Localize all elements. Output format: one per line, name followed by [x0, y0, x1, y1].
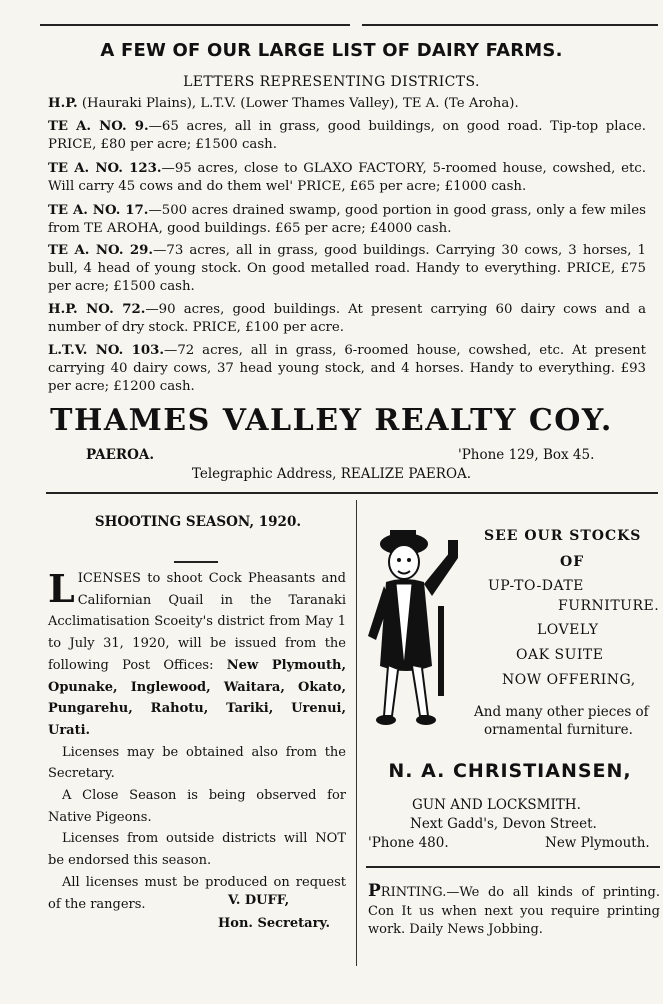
notice-intro: ICENSES to shoot Cock Pheasants and Californian Quail in the Taranaki Acclimatisation Scoeity's district from May 1 to July 31, 1920, will be issued from the following Post Offices:: [48, 571, 346, 673]
gentleman-illustration: [362, 516, 472, 736]
section-rule: [46, 492, 658, 494]
listing-code: L.T.V. NO. 103.: [48, 343, 165, 358]
listing-text: —73 acres, all in grass, good buildings. Carrying 30 cows, 3 horses, 1 bull, 4 head of young stock. On good metalled road. Handy to everything. PRICE, £75 per acre; £1500 cash.: [48, 243, 646, 294]
listing-te-a-29: [48, 242, 646, 296]
printing-text: RINTING.—We do all kinds of printing. Con It us when next you require printing work. Daily News Jobbing.: [368, 885, 660, 937]
merchant-town: New Plymouth.: [545, 835, 650, 851]
listing-te-a-9: [48, 118, 646, 154]
notice-offices: New Plymouth, Opunake, Inglewood, Waitara, Okato, Pungarehu, Rahotu, Tariki, Urenui, Urati.: [48, 657, 346, 738]
signer-name: V. DUFF,: [228, 893, 290, 908]
listing-te-a-123: [48, 160, 646, 196]
merchant-name: N. A. CHRISTIANSEN,: [388, 760, 632, 782]
lovely-label: LOVELY: [537, 622, 599, 638]
listing-code: H.P. NO. 72.: [48, 302, 146, 317]
listing-text: —90 acres, good buildings. At present carrying 60 dairy cows and a number of dry stock. PRICE, £100 per acre.: [48, 302, 646, 335]
firm-place: PAEROA.: [86, 447, 155, 463]
signer-role: Hon. Secretary.: [218, 916, 331, 931]
printing-cap: P: [368, 881, 381, 901]
listing-code: TE A. NO. 17.: [48, 203, 149, 218]
ornamental: ornamental furniture.: [484, 722, 633, 738]
listing-districts: [48, 95, 646, 113]
drop-cap: L: [48, 566, 75, 611]
listing-text: —500 acres drained swamp, good portion in good grass, only a few miles from TE AROHA, good buildings. £65 per acre; £4000 cash.: [48, 203, 646, 236]
listing-ltv-103: [48, 342, 646, 396]
shooting-title: SHOOTING SEASON, 1920.: [94, 514, 302, 530]
now-offering: NOW OFFERING,: [502, 672, 636, 688]
listing-text: —95 acres, close to GLAXO FACTORY, 5-roomed house, cowshed, etc. Will carry 45 cows and do them wel' PRICE, £65 per acre; £1000 cash.: [48, 161, 646, 194]
notice-close-season: A Close Season is being observed for Native Pigeons.: [48, 788, 346, 825]
of-label: OF: [560, 554, 585, 570]
listing-text: —72 acres, all in grass, 6-roomed house, cowshed, etc. At present carrying 40 dairy cows, 37 head young stock, and 4 horses. Handy to everything. £93 per acre; £1200 cash.: [48, 343, 647, 394]
listing-code: TE A. NO. 29.: [48, 243, 154, 258]
firm-phone: 'Phone 129, Box 45.: [458, 447, 595, 463]
oak-suite: OAK SUITE: [516, 647, 604, 663]
printing-notice: [368, 882, 660, 940]
shooting-notice: [48, 568, 346, 915]
see-our-stocks: SEE OUR STOCKS: [484, 528, 642, 544]
notice-produce: All licenses must be produced on request of the rangers.: [48, 874, 346, 912]
firm-telegraph: Telegraphic Address, REALIZE PAEROA.: [191, 466, 472, 482]
top-rule: [40, 24, 350, 26]
listing-te-a-17: [48, 202, 646, 238]
page-heading: A FEW OF OUR LARGE LIST OF DAIRY FARMS.: [100, 40, 563, 61]
up-to-date: UP-TO-DATE: [488, 578, 584, 594]
merchant-address: Next Gadd's, Devon Street.: [410, 816, 597, 832]
realty-firm-name: THAMES VALLEY REALTY COY.: [50, 403, 613, 438]
top-rule-right: [362, 24, 658, 26]
title-rule: [174, 561, 218, 563]
many-pieces: And many other pieces of: [474, 704, 649, 720]
notice-secretary: Licenses may be obtained also from the Secretary.: [48, 744, 346, 782]
merchant-phone: 'Phone 480.: [368, 835, 449, 851]
merchant-trade: GUN AND LOCKSMITH.: [412, 797, 581, 813]
listing-code: TE A. NO. 123.: [48, 161, 162, 176]
listing-code: H.P.: [48, 96, 78, 111]
notice-outside: Licenses from outside districts will NOT be endorsed this season.: [48, 831, 346, 869]
listing-text: —65 acres, all in grass, good buildings, on good road. Tip-top place. PRICE, £80 per acre; £1500 cash.: [48, 119, 646, 152]
districts-subheading: LETTERS REPRESENTING DISTRICTS.: [183, 74, 480, 90]
listing-code: TE A. NO. 9.: [48, 119, 149, 134]
printing-rule: [366, 866, 660, 868]
column-divider: [356, 500, 357, 966]
listing-text: (Hauraki Plains), L.T.V. (Lower Thames Valley), TE A. (Te Aroha).: [77, 96, 519, 111]
listing-hp-72: [48, 301, 646, 337]
furniture-label: FURNITURE.: [558, 598, 660, 614]
